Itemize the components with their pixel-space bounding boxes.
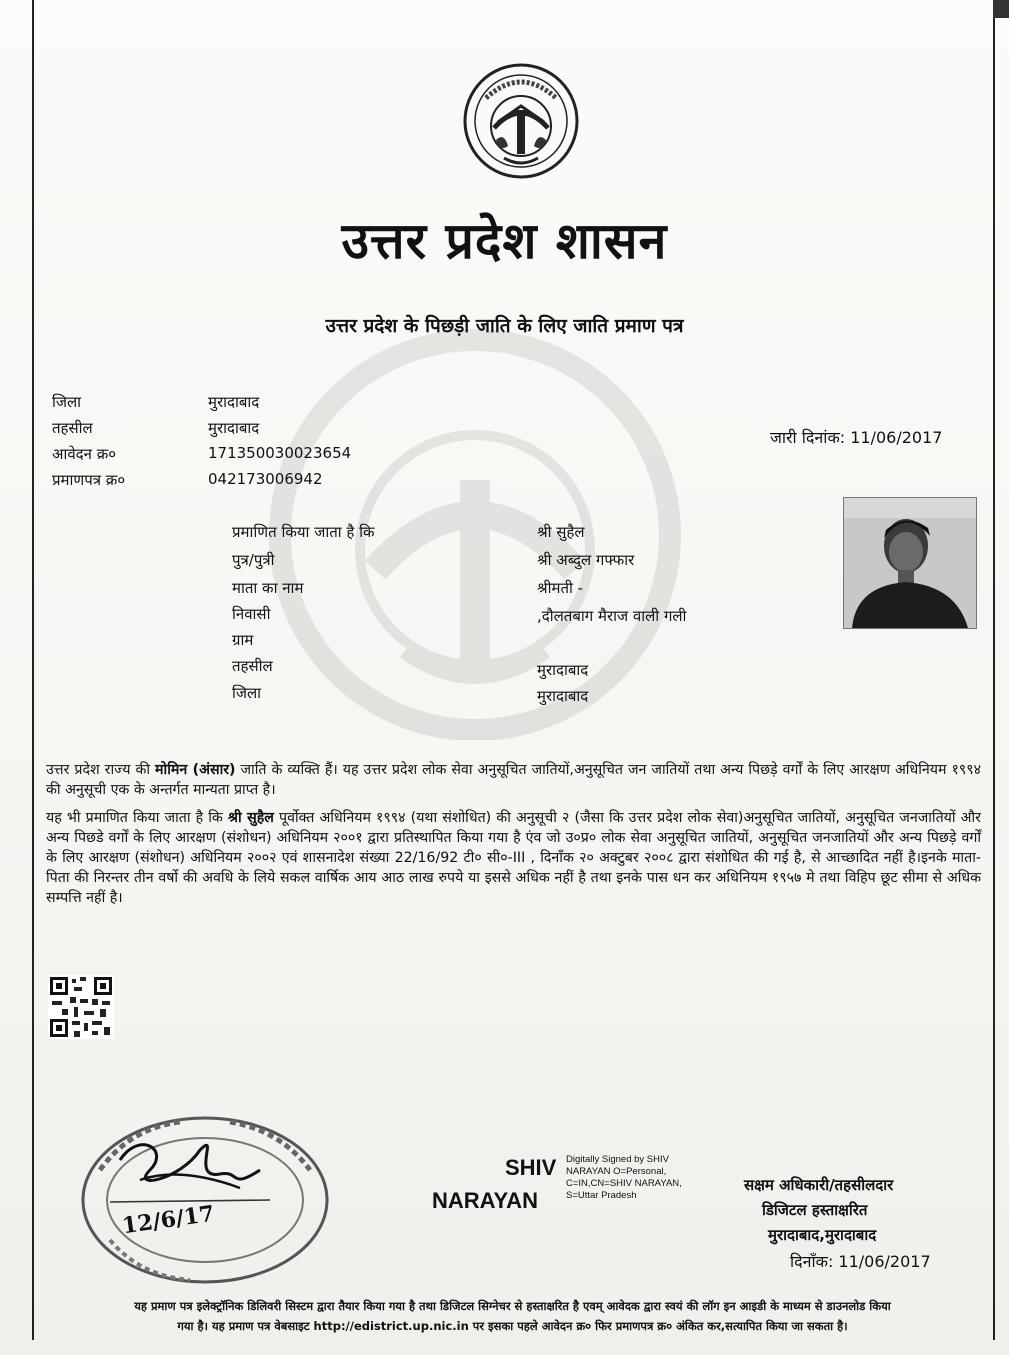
p2-text-start: यह भी प्रमाणित किया जाता है कि <box>46 810 228 826</box>
authority-designation: सक्षम अधिकारी/तहसीलदार <box>744 1176 894 1194</box>
certificate-number-value: 042173006942 <box>208 470 323 488</box>
right-border-line <box>993 0 995 1340</box>
footer-line: गया है। यह प्रमाण पत्र वेबसाइट http://edistrict.up.nic.in पर इसका पहले आवेदन क्र० फिर प्रमाणपत्र क्र० अंकित कर,सत्यापित किया जा सकता है। <box>177 1319 848 1333</box>
p1-text-end: जाति के व्यक्ति हैं। यह उत्तर प्रदेश लोक सेवा अनुसूचित जातियों,अनुसूचित जन जातियों तथा अन्य पिछड़े वर्गों के लिए आरक्षण अधिनियम १९९४ की अनुसूची एक के अन्तर्गत मान्यता प्राप्त है। <box>46 762 981 798</box>
field-value-father: श्री अब्दुल गफ्फार <box>537 551 635 569</box>
signature-detail-line: Digitally Signed by SHIV <box>566 1154 669 1165</box>
scan-edge-mark <box>993 0 1009 18</box>
left-border-line <box>32 0 34 1340</box>
district-value: मुरादाबाद <box>208 393 260 411</box>
field-label-mother: माता का नाम <box>232 579 304 597</box>
signature-detail-line: S=Uttar Pradesh <box>566 1190 637 1201</box>
p1-text-start: उत्तर प्रदेश राज्य की <box>46 762 156 778</box>
signer-name-line2: NARAYAN <box>432 1188 538 1213</box>
qr-code-icon <box>48 975 114 1039</box>
signature-detail-line: C=IN,CN=SHIV NARAYAN, <box>566 1178 682 1189</box>
p2-applicant-name: श्री सुहैल <box>227 810 274 826</box>
office-seal-stamp-icon <box>70 1100 340 1290</box>
footer-line: यह प्रमाण पत्र इलेक्ट्रॉनिक डिलिवरी सिस्टम द्वारा तैयार किया गया है तथा डिजिटल सिग्नेचर से हस्ताक्षरित है एवम् आवेदक द्वारा स्वयं की लॉग इन आइडी के माध्यम से डाउनलोड किया <box>134 1299 891 1313</box>
field-label-certified: प्रमाणित किया जाता है कि <box>232 523 375 541</box>
field-value-name: श्री सुहैल <box>537 523 585 541</box>
field-label-resident: निवासी <box>232 605 271 623</box>
certificate-heading: उत्तर प्रदेश शासन <box>341 211 668 270</box>
field-label-village: ग्राम <box>232 631 254 649</box>
certificate-footer-note <box>40 1296 985 1336</box>
handwritten-date: 12/6/17 <box>120 1200 216 1240</box>
signer-name-line1: SHIV <box>505 1155 557 1180</box>
digital-signature-details <box>566 1154 726 1202</box>
authority-signed-status: डिजिटल हस्ताक्षरित <box>762 1201 868 1219</box>
up-government-emblem-icon <box>456 62 586 180</box>
district-label: जिला <box>52 393 82 411</box>
authority-date: दिनाँक: 11/06/2017 <box>790 1252 931 1271</box>
applicant-photo <box>843 497 977 629</box>
person-photo-icon <box>844 498 976 628</box>
field-label-son-daughter: पुत्र/पुत्री <box>232 551 275 569</box>
signature-detail-line: NARAYAN O=Personal, <box>566 1166 667 1177</box>
field-value-resident: ,दौलतबाग मैराज वाली गली <box>537 607 687 625</box>
caste-statement-paragraph <box>46 760 981 800</box>
issue-date: जारी दिनांक: 11/06/2017 <box>770 428 943 447</box>
application-number-value: 171350030023654 <box>208 444 352 462</box>
application-number-label: आवेदन क्र० <box>52 445 117 463</box>
tehsil-label: तहसील <box>52 419 93 437</box>
p2-text-end: पूर्वोक्त अधिनियम १९९४ (यथा संशोधित) की अनुसूची २ (जैसा कि उत्तर प्रदेश लोक सेवा)अनुसूचित जातियों, अनुसूचित जनजातियों और अन्य पिछडे वर्गों के लिए आरक्षण (संशोधन) अधिनियम २००१ द्वारा प्रतिस्थापित किया गया है एंव जो उ०प्र० लोक सेवा अनुसूचित जातियों, अनुसूचित जनजातियों और अन्य पिछड़े वर्गों के लिए आरक्षण (संशोधन) अधिनियम २००२ एवं शासनादेश संख्या 22/16/92 टी० सी०-III , दिनाँक २० अक्टुबर २००८ द्वारा संशोधित की गई है, से आच्छादित नहीं है।इनके माता-पिता की निरन्तर तीन वर्षो की अवधि के लिये सकल वार्षिक आय आठ लाख रुपये या इससे अधिक नहीं है तथा इनके पास धन कर अधिनियम १९५७ मे तथा विहिप छूट सीमा से अधिक सम्पत्ति नहीं है। <box>46 810 981 906</box>
field-value-district: मुरादाबाद <box>537 687 589 705</box>
caste-name: मोमिन (अंसार) <box>155 762 236 778</box>
exclusion-statement-paragraph <box>46 808 981 908</box>
tehsil-value: मुरादाबाद <box>208 419 260 437</box>
field-value-mother: श्रीमती - <box>537 579 584 597</box>
authority-place: मुरादाबाद,मुरादाबाद <box>768 1226 877 1244</box>
certificate-number-label: प्रमाणपत्र क्र० <box>52 471 126 489</box>
field-value-tehsil: मुरादाबाद <box>537 661 589 679</box>
field-label-district: जिला <box>232 684 262 702</box>
certificate-subtitle: उत्तर प्रदेश के पिछड़ी जाति के लिए जाति प्रमाण पत्र <box>325 315 684 337</box>
field-label-tehsil: तहसील <box>232 657 273 675</box>
